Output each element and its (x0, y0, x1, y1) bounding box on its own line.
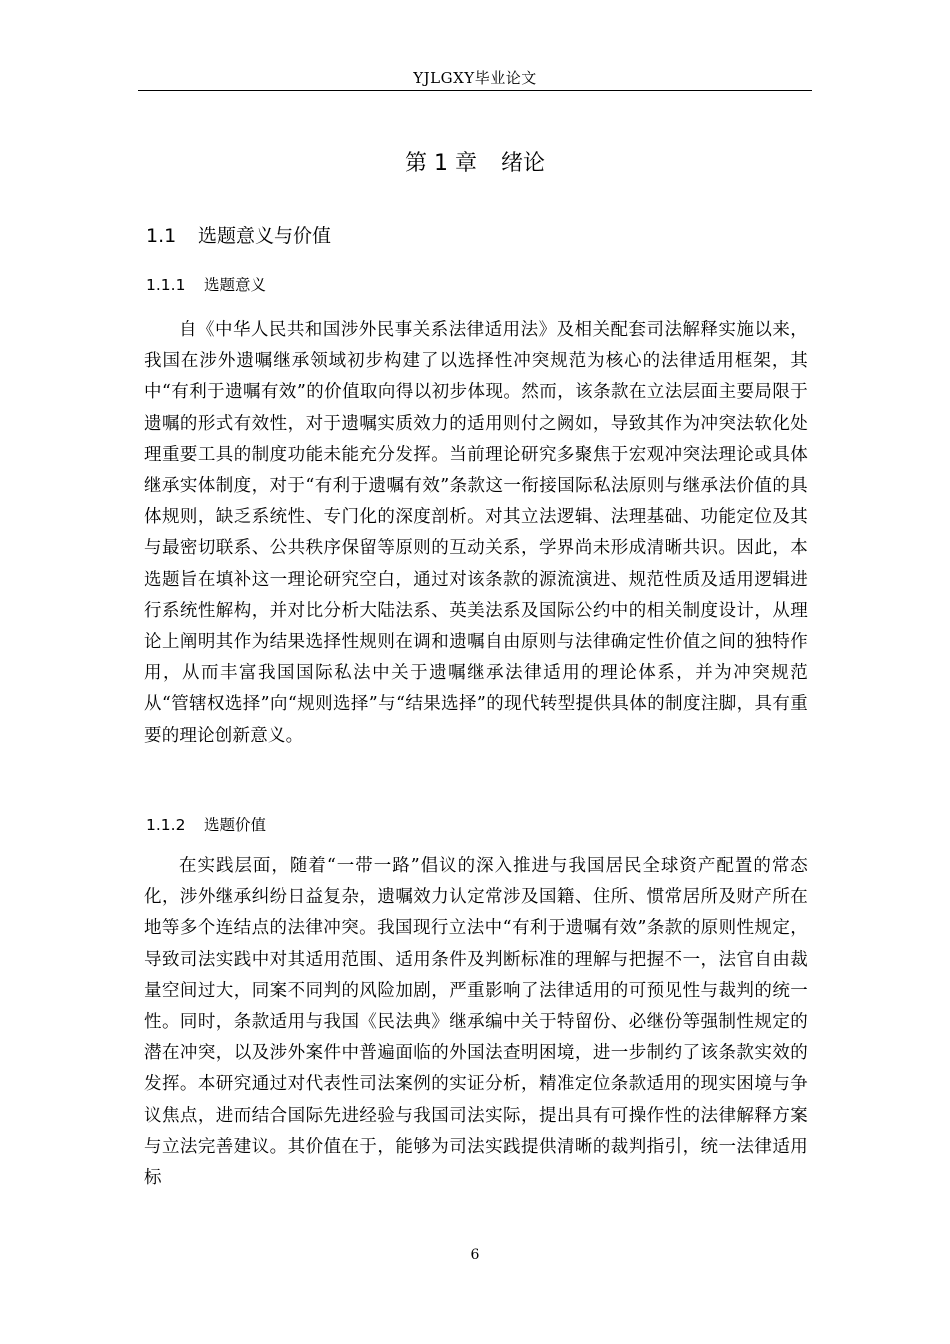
chapter-name: 绪论 (500, 151, 545, 176)
subsection-heading-1 (146, 273, 266, 297)
subsection-title: 选题价值 (204, 816, 267, 834)
chapter-title (138, 149, 812, 179)
paragraph-significance: 自《中华人民共和国涉外民事关系法律适用法》及相关配套司法解释实施以来，我国在涉外遗嘱继承领域初步构建了以选择性冲突规范为核心的法律适用框架，其中“有利于遗嘱有效”的价值取向得以初步体现。然而，该条款在立法层面主要局限于遗嘱的形式有效性，对于遗嘱实质效力的适用则付之阙如，导致其作为冲突法软化处理重要工具的制度功能未能充分发挥。当前理论研究多聚焦于宏观冲突法理论或具体继承实体制度，对于“有利于遗嘱有效”条款这一衔接国际私法原则与继承法价值的具体规则，缺乏系统性、专门化的深度剖析。对其立法逻辑、法理基础、功能定位及其与最密切联系、公共秩序保留等原则的互动关系，学界尚未形成清晰共识。因此，本选题旨在填补这一理论研究空白，通过对该条款的源流演进、规范性质及适用逻辑进行系统性解构，并对比分析大陆法系、英美法系及国际公约中的相关制度设计，从理论上阐明其作为结果选择性规则在调和遗嘱自由原则与法律确定性价值之间的独特作用，从而丰富我国国际私法中关于遗嘱继承法律适用的理论体系，并为冲突规范从“管辖权选择”向“规则选择”与“结果选择”的现代转型提供具体的制度注脚，具有重要的理论创新意义。 (144, 320, 808, 746)
section-heading (146, 222, 331, 250)
section-number: 1.1 (146, 225, 177, 247)
header-rule (138, 90, 812, 91)
running-header: YJLGXY毕业论文 (413, 69, 537, 87)
chapter-number: 第 1 章 (405, 151, 477, 176)
paragraph-value: 在实践层面，随着“一带一路”倡议的深入推进与我国居民全球资产配置的常态化，涉外继承纠纷日益复杂，遗嘱效力认定常涉及国籍、住所、惯常居所及财产所在地等多个连结点的法律冲突。我国现行立法中“有利于遗嘱有效”条款的原则性规定，导致司法实践中对其适用范围、适用条件及判断标准的理解与把握不一，法官自由裁量空间过大，同案不同判的风险加剧，严重影响了法律适用的可预见性与裁判的统一性。同时，条款适用与我国《民法典》继承编中关于特留份、必继份等强制性规定的潜在冲突，以及涉外案件中普遍面临的外国法查明困境，进一步制约了该条款实效的发挥。本研究通过对代表性司法案例的实证分析，精准定位条款适用的现实困境与争议焦点，进而结合国际先进经验与我国司法实际，提出具有可操作性的法律解释方案与立法完善建议。其价值在于，能够为司法实践提供清晰的裁判指引，统一法律适用标 (144, 856, 808, 1189)
subsection-number: 1.1.2 (146, 816, 186, 834)
page-number: 6 (470, 1247, 480, 1263)
subsection-number: 1.1.1 (146, 276, 186, 294)
subsection-title: 选题意义 (204, 276, 267, 294)
subsection-heading-2 (146, 813, 266, 837)
section-title: 选题意义与价值 (198, 225, 332, 247)
